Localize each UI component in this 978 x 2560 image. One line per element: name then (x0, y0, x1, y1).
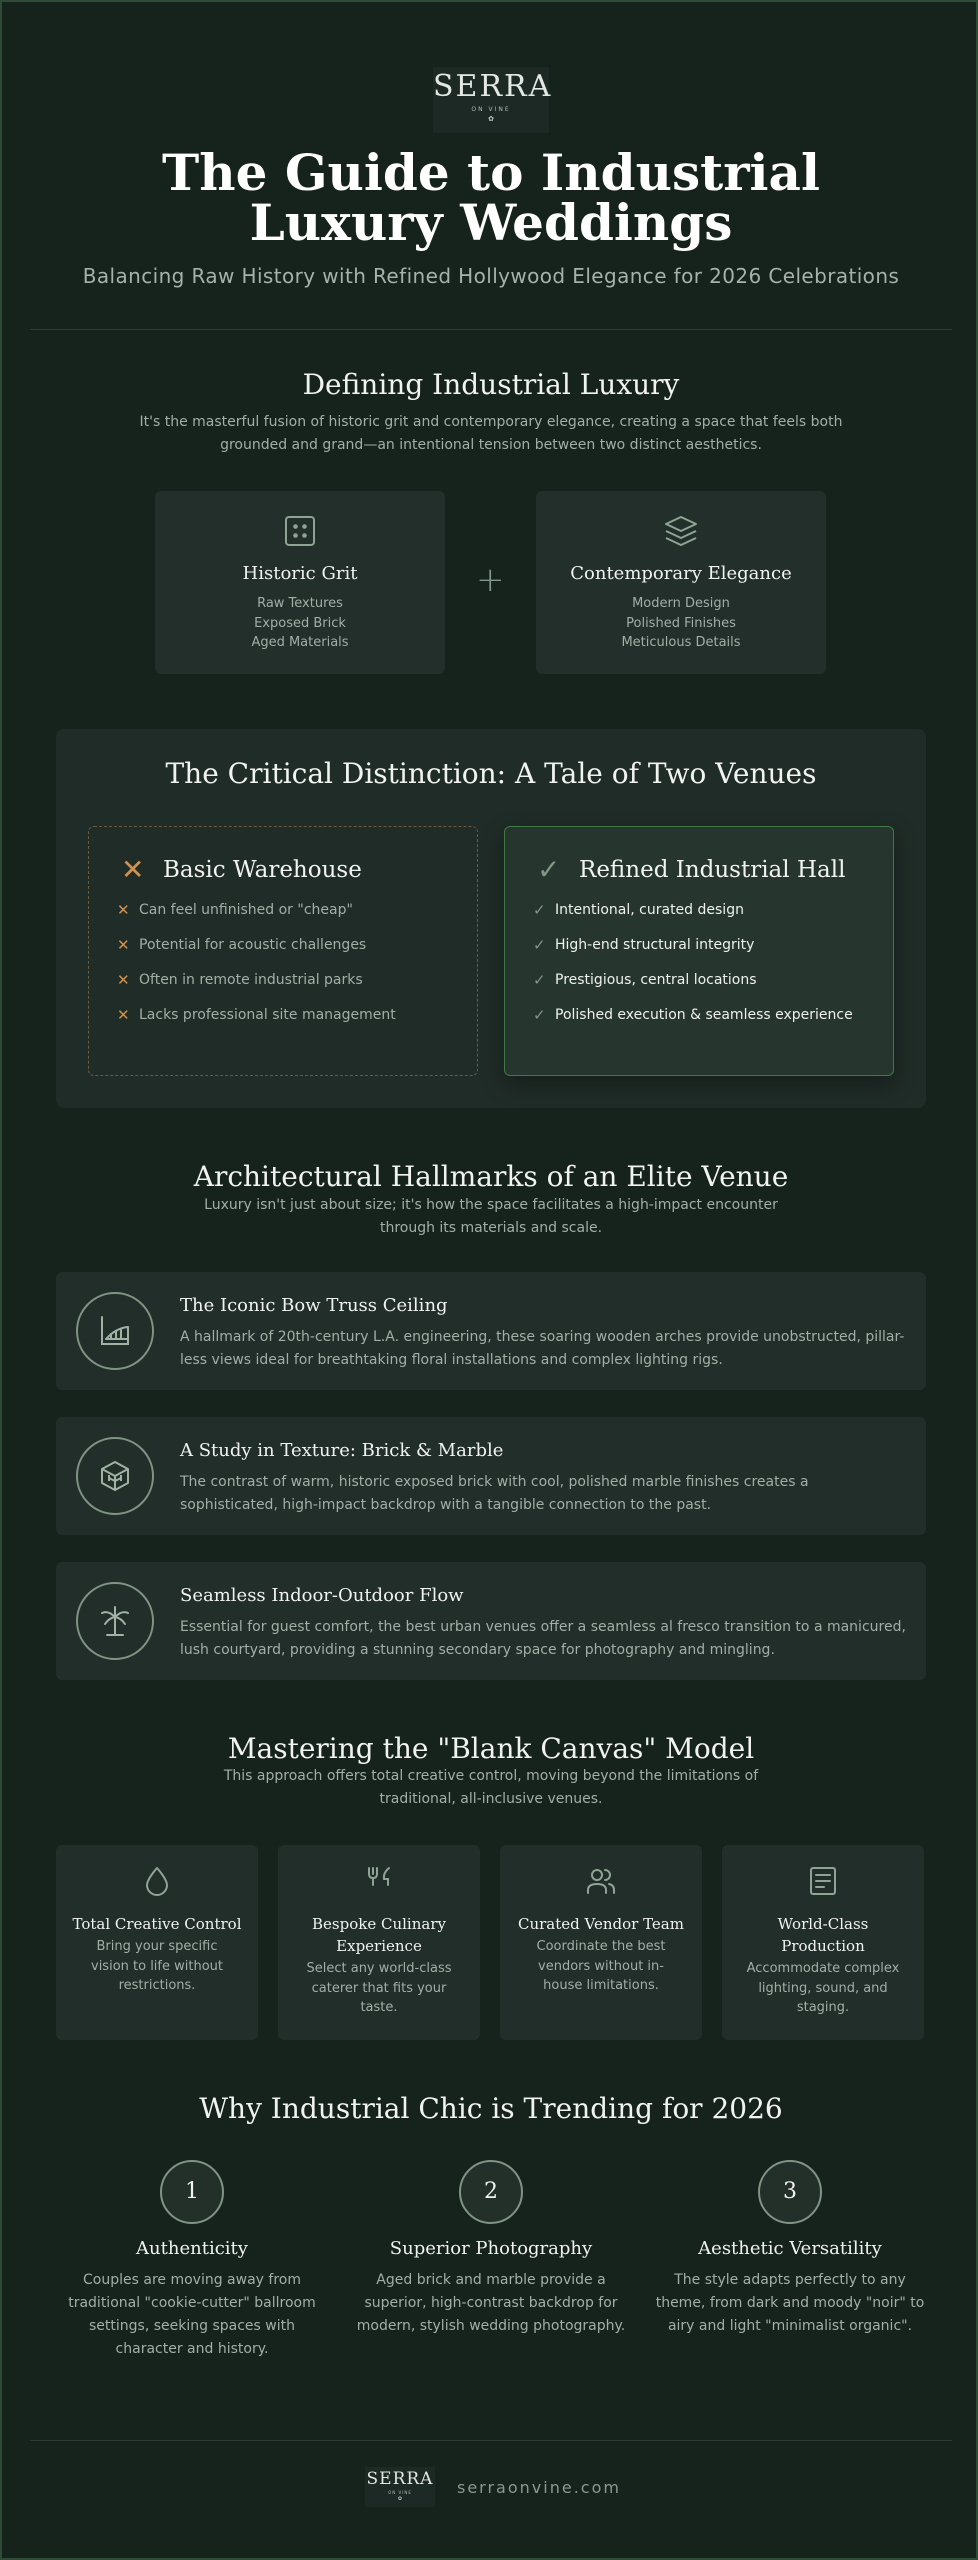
canvas-card-title: Total Creative Control (72, 1915, 242, 1933)
canvas-card-text: Accommodate complex lighting, sound, and staging. (746, 1961, 900, 2015)
canvas-card-text: Bring your specific vision to life without restrictions. (91, 1939, 223, 1993)
logo-subtitle: ON VINE (471, 106, 511, 113)
logo-mark-icon: ✿ (488, 115, 494, 123)
list-item: ✓ Intentional, curated design (533, 901, 744, 919)
hallmark-title: The Iconic Bow Truss Ceiling (180, 1295, 448, 1316)
defining-title: Defining Industrial Luxury (302, 368, 680, 401)
check-icon: ✓ (533, 936, 546, 954)
trending-item-text: Couples are moving away from traditional "cookie-cutter" ballroom settings, seeking spaces with character and history. (68, 2272, 316, 2357)
distinction-title: The Critical Distinction: A Tale of Two Venues (165, 757, 817, 790)
footer-divider (30, 2440, 952, 2441)
cube-texture-icon (76, 1437, 154, 1515)
plus-icon: + (476, 560, 505, 600)
x-icon: ✕ (117, 971, 130, 989)
trending-item-text: The style adapts perfectly to any theme, from dark and moody "noir" to airy and light "minimalist organic". (655, 2272, 925, 2334)
x-icon: ✕ (117, 1006, 130, 1024)
trending-item-title: Superior Photography (389, 2238, 593, 2259)
refined-hall-title: Refined Industrial Hall (579, 856, 846, 883)
trending-title: Why Industrial Chic is Trending for 2026 (199, 2092, 783, 2125)
refined-hall-box (504, 826, 894, 1076)
truss-ceiling-icon (76, 1292, 154, 1370)
canvas-title: Mastering the "Blank Canvas" Model (227, 1732, 755, 1765)
trending-item-title: Authenticity (136, 2238, 248, 2259)
header-divider (30, 329, 952, 330)
contemporary-elegance-card (536, 491, 826, 674)
card-title: Historic Grit (242, 563, 358, 584)
card-item: Raw Textures (257, 596, 343, 611)
trending-item-text: Aged brick and marble provide a superior, high-contrast backdrop for modern, stylish wedding photography. (356, 2272, 626, 2334)
hallmark-text: Essential for guest comfort, the best urban venues offer a seamless al fresco transition to a manicured, lush courtyard, providing a stunning secondary space for photography and mingling. (180, 1619, 906, 1658)
basic-warehouse-box (88, 826, 478, 1076)
list-item: ✕ Lacks professional site management (117, 1006, 396, 1024)
check-icon: ✓ (537, 853, 561, 886)
card-item: Aged Materials (251, 635, 349, 650)
canvas-card-title: Curated Vendor Team (518, 1915, 684, 1933)
hallmark-card-texture (56, 1417, 926, 1535)
defining-description: It's the masterful fusion of historic grit and contemporary elegance, creating a space that feels both grounded and grand—an intentional tension between two distinct aesthetics. (139, 414, 843, 453)
logo-wordmark: SERRA (433, 69, 553, 104)
list-item: ✓ Prestigious, central locations (533, 971, 757, 989)
footer-logo[interactable] (365, 2467, 435, 2507)
step-number-2: 2 (459, 2160, 523, 2224)
hallmark-card-flow (56, 1562, 926, 1680)
logo-subtitle: ON VINE (388, 2490, 412, 2495)
page-subtitle: Balancing Raw History with Refined Hollywood Elegance for 2026 Celebrations (82, 264, 900, 288)
check-icon: ✓ (533, 1006, 546, 1024)
list-item: ✓ High-end structural integrity (533, 936, 755, 954)
step-number-3: 3 (758, 2160, 822, 2224)
canvas-card-creative (56, 1845, 258, 2040)
check-icon: ✓ (533, 901, 546, 919)
trending-item-title: Aesthetic Versatility (698, 2238, 882, 2259)
document-icon (807, 1865, 839, 1897)
logo-wordmark: SERRA (366, 2469, 434, 2489)
card-item: Polished Finishes (626, 615, 736, 631)
canvas-card-vendor (500, 1845, 702, 2040)
step-number-1: 1 (160, 2160, 224, 2224)
canvas-card-title: Bespoke Culinary Experience (312, 1915, 446, 1955)
logo-mark-icon: ✿ (397, 2496, 403, 2502)
list-item: ✕ Often in remote industrial parks (117, 971, 363, 989)
card-item: Modern Design (632, 596, 730, 611)
footer-website-link[interactable]: serraonvine.com (457, 2478, 621, 2497)
layers-icon (663, 513, 699, 549)
canvas-card-culinary (278, 1845, 480, 2040)
hallmarks-description: Luxury isn't just about size; it's how the space facilitates a high-impact encounter through its materials and scale. (204, 1197, 778, 1236)
droplet-icon (141, 1865, 173, 1897)
canvas-card-text: Coordinate the best vendors without in-house limitations. (536, 1939, 666, 1993)
basic-warehouse-title: Basic Warehouse (163, 856, 362, 883)
brick-icon (282, 513, 318, 549)
palm-tree-icon (76, 1582, 154, 1660)
card-item: Meticulous Details (621, 635, 741, 650)
canvas-card-title: World-Class Production (777, 1915, 869, 1955)
card-item: Exposed Brick (254, 615, 346, 631)
brand-logo[interactable] (433, 67, 553, 133)
check-icon: ✓ (533, 971, 546, 989)
canvas-description: This approach offers total creative control, moving beyond the limitations of traditional, all-inclusive venues. (223, 1768, 759, 1807)
list-item: ✕ Can feel unfinished or "cheap" (117, 901, 353, 919)
x-icon: ✕ (117, 901, 130, 919)
historic-grit-card (155, 491, 445, 674)
x-icon: ✕ (121, 853, 145, 886)
hallmark-title: Seamless Indoor-Outdoor Flow (180, 1585, 464, 1606)
canvas-card-text: Select any world-class caterer that fits your taste. (306, 1961, 452, 2015)
hallmark-text: The contrast of warm, historic exposed brick with cool, polished marble finishes creates a sophisticated, high-impact backdrop with a tangible connection to the past. (180, 1474, 809, 1513)
utensils-icon (363, 1865, 395, 1897)
x-icon: ✕ (117, 936, 130, 954)
distinction-panel (56, 729, 926, 1108)
hallmark-card-truss (56, 1272, 926, 1390)
canvas-card-production (722, 1845, 924, 2040)
team-icon (585, 1865, 617, 1897)
card-title: Contemporary Elegance (570, 563, 792, 584)
list-item: ✕ Potential for acoustic challenges (117, 936, 367, 954)
hallmark-text: A hallmark of 20th-century L.A. engineering, these soaring wooden arches provide unobstructed, pillar-less views ideal for breathtaking floral installations and complex lighting rigs. (180, 1329, 905, 1368)
hallmark-title: A Study in Texture: Brick & Marble (180, 1440, 504, 1461)
page-title: The Guide to Industrial Luxury Weddings (162, 143, 820, 252)
hallmarks-title: Architectural Hallmarks of an Elite Venue (193, 1160, 789, 1193)
list-item: ✓ Polished execution & seamless experience (533, 1006, 853, 1024)
